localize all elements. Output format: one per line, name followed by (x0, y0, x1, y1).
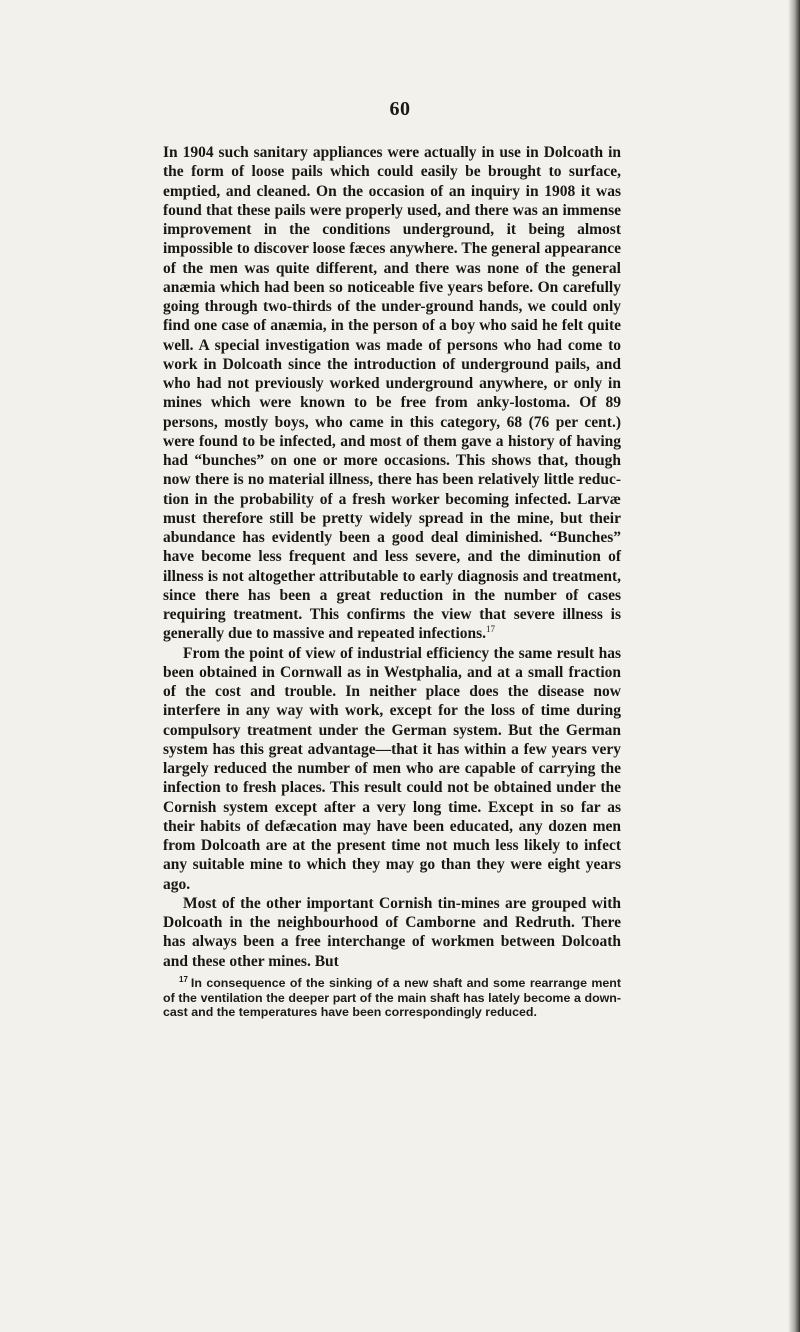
paragraph-2: From the point of view of industrial efficiency the same result has been obtained in Cornwall as in Westphalia, and at a small fraction of the cost and trouble. In neither place does the disease now interfere in any way with work, except for the loss of time during compulsory treatment under the German system. But the German system has this great advantage—that it has within a few years very largely reduced the number of men who are capable of carrying the infection to fresh places. This result could not be obtained under the Cornish system except after a very long time. Except in so far as their habits of defæcation may have been educated, any dozen men from Dolcoath are at the present time not much less likely to infect any suitable mine to which they may go than they were eight years ago. (163, 644, 621, 893)
page-content (163, 143, 621, 1020)
paragraph-1 (163, 143, 621, 644)
page-edge-shadow (788, 0, 800, 1332)
body-text (163, 143, 621, 971)
paragraph-3: Most of the other important Cornish tin-mines are grouped with Dolcoath in the neighbourhood of Camborne and Redruth. There has always been a free interchange of workmen between Dolcoath and these other mines. But (163, 894, 621, 970)
footnote-text: In consequence of the sinking of a new shaft and some rearrange ment of the ventilation the deeper part of the main shaft has lately become a down-cast and the temperatures have been correspondingly reduced. (163, 975, 621, 1020)
footnote-reference: 17 (486, 624, 496, 635)
footnote (163, 976, 621, 1020)
paragraph-1-text: In 1904 such sanitary appliances were actually in use in Dolcoath in the form of loose pails which could easily be brought to surface, emptied, and cleaned. On the occasion of an inquiry in 1908 it was found that these pails were properly used, and there was an immense improvement in the conditions underground, it being almost impossible to discover loose fæces anywhere. The general appearance of the men was quite different, and there was none of the general anæmia which had been so noticeable five years before. On carefully going through two-thirds of the under-ground hands, we could only find one case of anæmia, in the person of a boy who said he felt quite well. A special investigation was made of persons who had come to work in Dolcoath since the introduction of underground pails, and who had not previously worked underground anywhere, or only in mines which were known to be free from anky-lostoma. Of 89 persons, mostly boys, who came in this category, 68 (76 per cent.) were found to be infected, and most of them gave a history of having had “bunches” on one or more occasions. This shows that, though now there is no material illness, there has been relatively little reduc-tion in the probability of a fresh worker becoming infected. Larvæ must therefore still be pretty widely spread in the mine, but their abundance has evidently been a good deal diminished. “Bunches” have become less frequent and less severe, and the diminution of illness is not altogether attributable to early diagnosis and treatment, since there has been a great reduction in the number of cases requiring treatment. This confirms the view that severe illness is generally due to massive and repeated infections. (163, 144, 621, 643)
page-number: 60 (389, 98, 411, 120)
footnote-marker: 17 (179, 974, 188, 984)
